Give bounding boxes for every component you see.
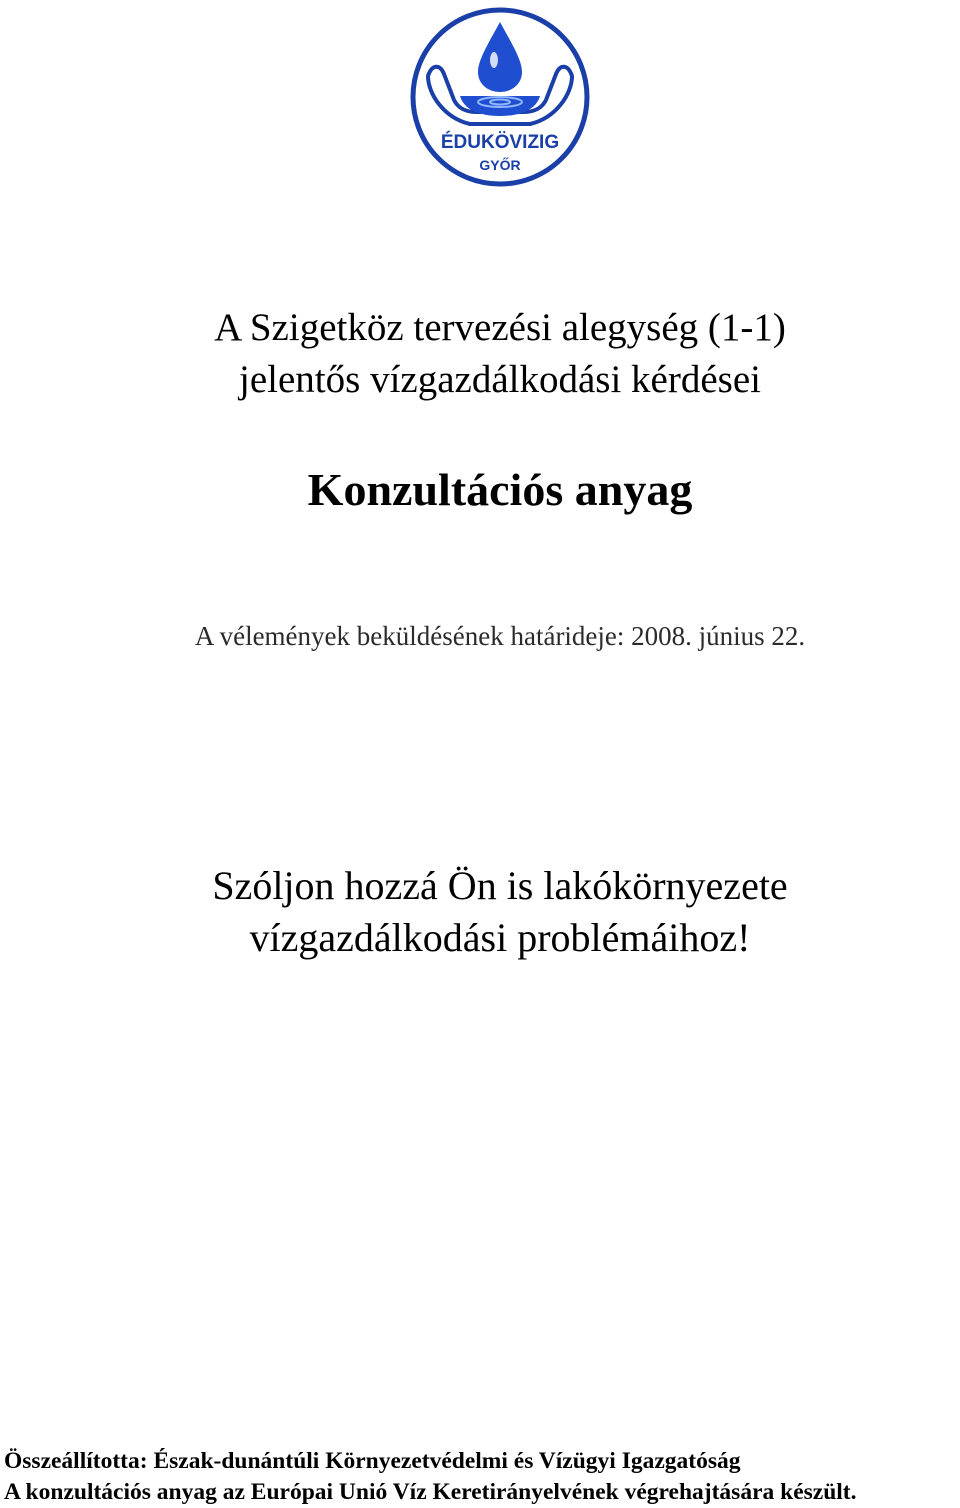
- document-title-line-2: jelentős vízgazdálkodási kérdései: [239, 358, 761, 401]
- document-title-line-1: A Szigetköz tervezési alegység (1-1): [214, 306, 786, 349]
- submission-deadline: A vélemények beküldésének határideje: 2008. június 22.: [194, 621, 806, 651]
- logo-name: ÉDUKÖVIZIG: [440, 132, 560, 153]
- invitation-line-1: Szóljon hozzá Ön is lakókörnyezete: [212, 863, 788, 908]
- invitation-line-2: vízgazdálkodási problémáihoz!: [249, 915, 751, 960]
- footer-purpose: A konzultációs anyag az Európai Unió Víz Keretirányelvének végrehajtására készült.: [4, 1479, 857, 1505]
- logo-emblem: [406, 4, 594, 190]
- logo-city: GYŐR: [479, 157, 521, 173]
- document-subtitle: Konzultációs anyag: [307, 464, 693, 515]
- footer-compiler: Összeállította: Észak-dunántúli Környezetvédelmi és Vízügyi Igazgatóság: [4, 1448, 741, 1474]
